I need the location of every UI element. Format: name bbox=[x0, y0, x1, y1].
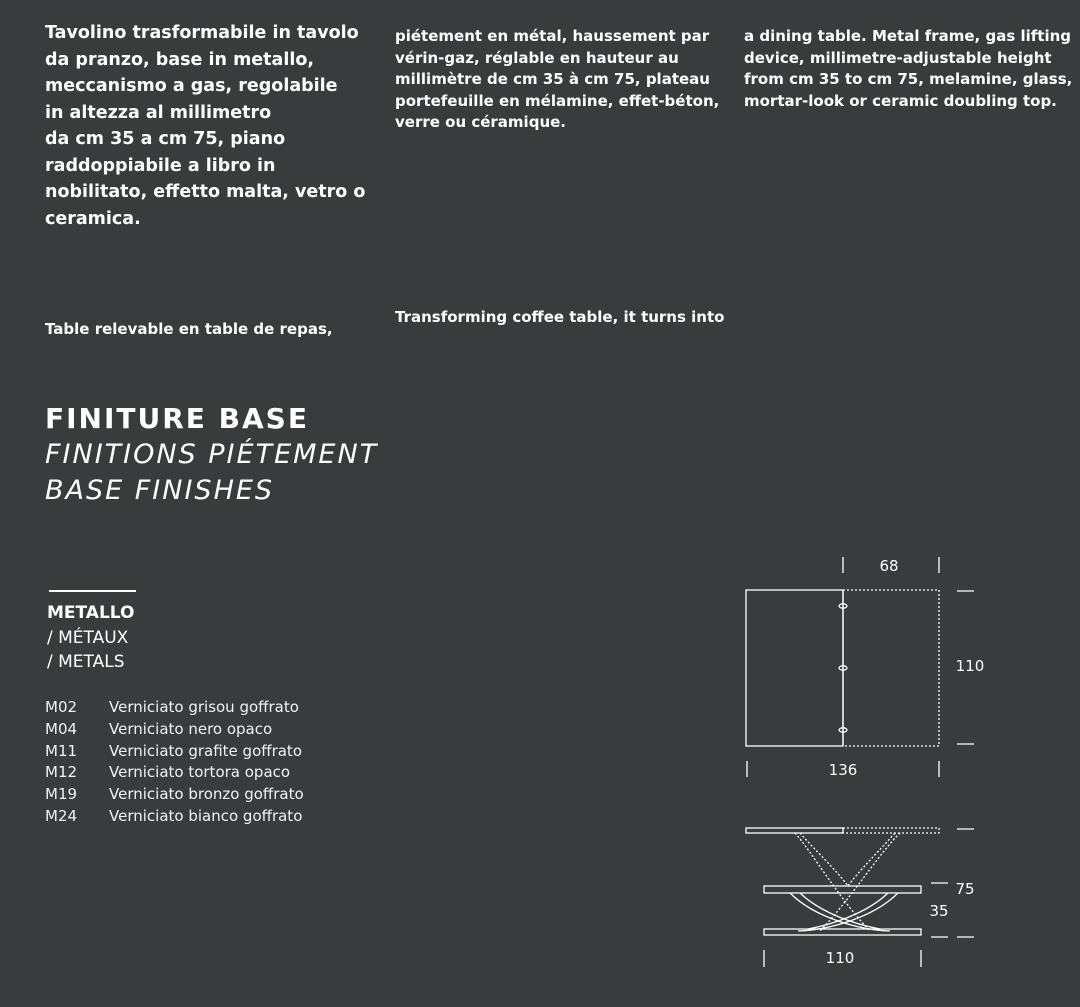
finish-code: M02 bbox=[45, 698, 78, 716]
section-title-english: BASE FINISHES bbox=[45, 475, 275, 506]
section-title-italian: FINITURE BASE bbox=[45, 402, 309, 435]
base-foot bbox=[764, 929, 921, 935]
material-heading-french: / MÉTAUX bbox=[47, 627, 129, 648]
description-french-lead: Table relevable en table de repas, bbox=[45, 320, 333, 338]
dim-coffee-height: 35 bbox=[929, 902, 949, 920]
side-view bbox=[746, 828, 974, 967]
dim-total-width: 136 bbox=[828, 761, 858, 779]
description-french-body: piétement en métal, haussement par vérin-gaz, réglable en hauteur au millimètre de cm 35 à cm 75, plateau portefeuille en mélamine, effet-béton, verre ou céramique. bbox=[395, 27, 720, 131]
description-english-lead: Transforming coffee table, it turns into bbox=[395, 308, 725, 326]
raised-leg-dashed bbox=[820, 833, 900, 931]
description-italian: Tavolino trasformabile in tavolo da pranzo, base in metallo, meccanismo a gas, regolabile in altezza al millimetro da cm 35 a cm 75, piano raddoppiabile a libro in nobilitato, effetto malta, vetro o ceramica. bbox=[45, 23, 366, 229]
dim-dining-height: 75 bbox=[955, 880, 975, 898]
finish-name: Verniciato bronzo goffrato bbox=[109, 785, 304, 804]
finish-name: Verniciato nero opaco bbox=[109, 719, 273, 738]
table-top-outline bbox=[746, 590, 843, 746]
dim-extension-width: 68 bbox=[879, 557, 899, 575]
finish-code: M19 bbox=[45, 785, 78, 804]
finish-name: Verniciato bianco goffrato bbox=[109, 806, 303, 825]
lowered-leg bbox=[790, 893, 890, 931]
raised-leg-dashed bbox=[795, 833, 870, 931]
finish-code: M04 bbox=[45, 719, 78, 738]
section-title-french: FINITIONS PIÉTEMENT bbox=[45, 439, 379, 470]
finish-name: Verniciato grisou goffrato bbox=[109, 698, 299, 716]
material-heading-english: / METALS bbox=[47, 652, 125, 672]
finish-code: M12 bbox=[45, 763, 78, 782]
lowered-top bbox=[764, 886, 921, 893]
finish-code: M11 bbox=[45, 741, 78, 760]
finish-code: M24 bbox=[45, 806, 78, 825]
raised-top-solid bbox=[746, 828, 843, 833]
extension-dashed-outline bbox=[843, 590, 939, 746]
material-heading-italian: METALLO bbox=[47, 603, 135, 623]
top-view bbox=[746, 557, 974, 777]
raised-top-extension bbox=[843, 828, 939, 833]
finish-name: Verniciato grafite goffrato bbox=[109, 741, 302, 760]
lowered-leg bbox=[798, 893, 898, 931]
dim-side-width: 110 bbox=[825, 949, 855, 967]
dim-depth: 110 bbox=[955, 657, 985, 675]
description-english-body: a dining table. Metal frame, gas lifting device, millimetre-adjustable height from cm 35 to cm 75, melamine, glass, mortar-look or ceramic doubling top. bbox=[744, 27, 1073, 110]
finish-name: Verniciato tortora opaco bbox=[109, 763, 291, 782]
